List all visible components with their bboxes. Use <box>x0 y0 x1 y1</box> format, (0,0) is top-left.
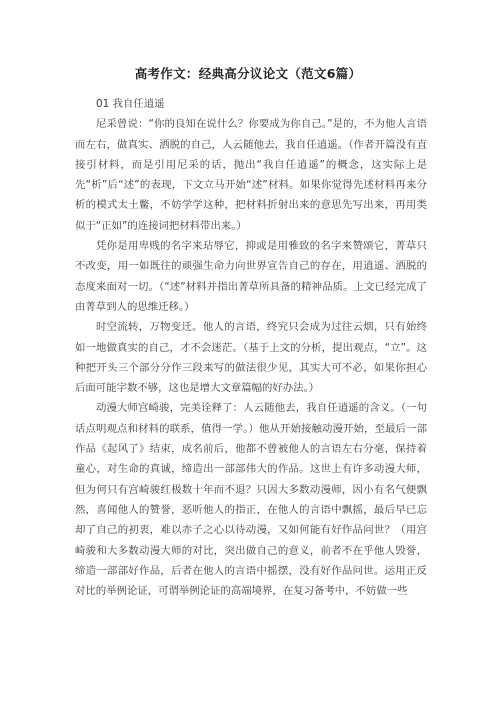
document-title: 高考作文：经典高分议论文（范文6篇） <box>134 66 362 81</box>
paragraph-2: 凭你是用卑贱的名字来玷辱它，抑或是用雅致的名字来赞颂它，菁草只不改变，用一如既往的顽强生命力向世界宣告自己的存在，用逍遥、洒脱的态度来面对一切。（“述”材料并指出菁草所具备的精神品质。上文已经完成了由菁草到人的思维迁移。） <box>75 240 427 313</box>
document-body <box>75 94 427 601</box>
paragraph-3: 时空流转，万物变迁。他人的言语，终究只会成为过往云烟，只有始终如一地做真实的自己，才不会迷茫。（基于上文的分析，提出观点，“立”。这种把开头三个部分分作三段来写的做法很少见，其实大可不必，如果你担心后面可能字数不够，这也是增大文章篇幅的好办法。） <box>75 321 427 395</box>
paragraph-1: 尼采曾说：“你的良知在说什么？你要成为你自己。”是的，不为他人言语而左右，做真实、洒脱的自己，人云随他去，我自任逍遥。（作者开篇没有直接引材料，而是引用尼采的话，抛出“我自任逍遥”的概念，这实际上是先“析”后“述”的表现，下文立马开始“述”材料。如果你觉得先述材料再来分析的模式太土鳖，不妨学学这种，把材料折射出来的意思先写出来，再用类似于“正如”的连接词把材料带出来。） <box>75 118 427 232</box>
paragraph-4: 动漫大师宫崎骏，完美诠释了：人云随他去，我自任逍遥的含义。（一句话点明观点和材料的联系，值得一学。）他从开始接触动漫开始，至最后一部作品《起风了》结束，成名前后，他都不曾被他人的言语左右分毫，保持着童心，对生命的真诚，缔造出一部部伟大的作品。这世上有许多动漫大师，但为何只有宫崎骏红极数十年而不退？只因大多数动漫师，因小有名气便飘然，喜闻他人的赞誉，恶听他人的指正，在他人的言语中飘摇，最后早已忘却了自己的初衷，难以赤子之心以待动漫，又如何能有好作品问世？（用宫崎骏和大多数动漫大师的对比，突出做自己的意义，前者不在乎他人毁誉，缔造一部部好作品，后者在他人的言语中摇摆，没有好作品问世。运用正反对比的举例论证，可谓举例论证的高端境界，在复习备考中，不妨做一些 <box>75 402 427 598</box>
section-heading: 01 我自任逍遥 <box>96 98 165 110</box>
